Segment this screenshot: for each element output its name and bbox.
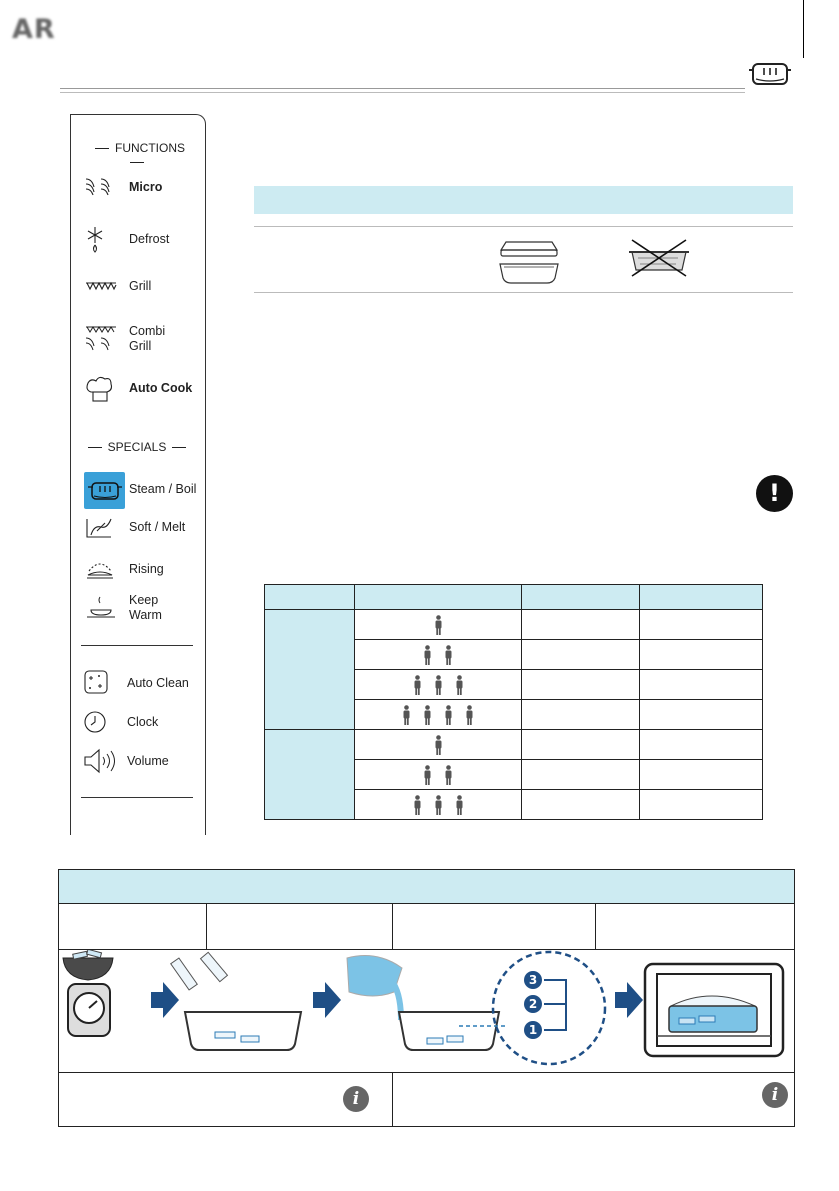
person-icon (435, 795, 442, 815)
header-cell (522, 585, 640, 610)
portion-cell (355, 640, 522, 670)
special-label: Rising (129, 562, 164, 576)
bowl-with-pieces-icon (171, 952, 301, 1050)
special-label: Keep Warm (129, 593, 162, 622)
value-cell (640, 700, 763, 730)
portion-cell (355, 610, 522, 640)
person-icon (424, 765, 431, 785)
value-cell (640, 670, 763, 700)
function-auto-cook[interactable] (83, 374, 201, 404)
special-soft-melt[interactable] (83, 513, 201, 543)
steps-illustration-row (59, 950, 794, 1073)
suitable-dish-icon (498, 236, 560, 286)
unsuitable-dish-icon (628, 238, 690, 278)
chef-hat-icon (83, 374, 119, 404)
person-icon (403, 705, 410, 725)
person-icon (445, 645, 452, 665)
combi-grill-icon (83, 324, 119, 354)
group-cell (265, 730, 355, 820)
cookware-table-rule (254, 226, 793, 227)
person-icon (466, 705, 473, 725)
kitchen-scale-icon (63, 950, 113, 1036)
function-defrost[interactable] (83, 225, 201, 255)
value-cell (522, 610, 640, 640)
water-pouring-icon (347, 952, 605, 1064)
arrow-icon (313, 982, 341, 1018)
portion-cell (355, 790, 522, 820)
header-rule (60, 88, 745, 93)
special-label: Soft / Melt (129, 520, 186, 534)
microwave-waves-icon (83, 173, 119, 203)
other-clock[interactable] (83, 708, 201, 738)
portions-table (264, 584, 763, 820)
sidebar-divider (81, 645, 193, 646)
info-icon: i (343, 1086, 369, 1112)
portion-cell (355, 760, 522, 790)
function-label: Micro (129, 180, 163, 194)
svg-text:3: 3 (528, 973, 538, 987)
steam-pot-header-icon (748, 60, 792, 88)
portion-cell (355, 730, 522, 760)
other-volume[interactable] (83, 747, 201, 777)
special-label: Steam / Boil (129, 482, 197, 496)
person-icon (414, 795, 421, 815)
group-cell (265, 610, 355, 730)
cookware-table-rule (254, 292, 793, 293)
preparation-steps-section (58, 869, 795, 1127)
soft-melt-icon (83, 513, 119, 543)
other-auto-clean[interactable] (83, 669, 201, 699)
person-icon (435, 615, 442, 635)
value-cell (522, 790, 640, 820)
speaker-icon (83, 747, 119, 777)
function-combi-grill[interactable] (83, 324, 201, 354)
other-label: Auto Clean (127, 676, 189, 690)
svg-text:2: 2 (528, 997, 538, 1011)
person-icon (424, 645, 431, 665)
other-label: Volume (127, 754, 169, 768)
grill-icon (83, 272, 119, 302)
person-icon (435, 735, 442, 755)
person-icon (456, 795, 463, 815)
auto-clean-icon (83, 669, 119, 699)
other-label: Clock (127, 715, 159, 729)
portion-cell (355, 700, 522, 730)
functions-title: FUNCTIONS (81, 141, 193, 169)
function-label: Auto Cook (129, 381, 193, 395)
header-cell (265, 585, 355, 610)
table-header-row (265, 585, 763, 610)
person-icon (424, 705, 431, 725)
value-cell (522, 700, 640, 730)
special-keep-warm[interactable] (83, 593, 201, 623)
function-label: Grill (129, 279, 152, 293)
steps-header (59, 870, 794, 904)
keep-warm-icon (83, 593, 119, 623)
person-icon (414, 675, 421, 695)
value-cell (522, 730, 640, 760)
preparation-steps-illustration (59, 950, 794, 1072)
function-micro[interactable] (83, 173, 201, 203)
steam-pot-icon (84, 472, 125, 509)
oven-with-bowl-icon (645, 964, 783, 1056)
value-cell (640, 640, 763, 670)
function-label: Defrost (129, 232, 170, 246)
value-cell (640, 610, 763, 640)
value-cell (640, 730, 763, 760)
person-icon (445, 705, 452, 725)
warning-icon: ! (756, 475, 793, 512)
person-icon (456, 675, 463, 695)
function-grill[interactable] (83, 272, 201, 302)
header-cell (640, 585, 763, 610)
arrow-icon (615, 982, 643, 1018)
language-code: AR (12, 14, 56, 45)
person-icon (445, 765, 452, 785)
sidebar-divider (81, 797, 193, 798)
value-cell (640, 790, 763, 820)
info-icon: i (762, 1082, 788, 1108)
portion-cell (355, 670, 522, 700)
table-row (265, 730, 763, 760)
special-rising[interactable] (83, 555, 201, 585)
table-row (265, 610, 763, 640)
value-cell (522, 640, 640, 670)
value-cell (522, 670, 640, 700)
rising-dough-icon (83, 555, 119, 585)
function-sidebar (70, 114, 206, 835)
clock-icon (83, 708, 119, 738)
crop-mark (803, 0, 804, 58)
header-cell (355, 585, 522, 610)
steps-text-row (59, 904, 794, 950)
person-icon (435, 675, 442, 695)
value-cell (522, 760, 640, 790)
cookware-table-header (254, 186, 793, 214)
arrow-icon (151, 982, 179, 1018)
special-steam-boil[interactable] (83, 475, 201, 505)
svg-text:1: 1 (528, 1023, 538, 1037)
snowflake-drop-icon (83, 225, 119, 255)
specials-title: SPECIALS (81, 440, 193, 454)
value-cell (640, 760, 763, 790)
function-label: Combi Grill (129, 324, 166, 353)
